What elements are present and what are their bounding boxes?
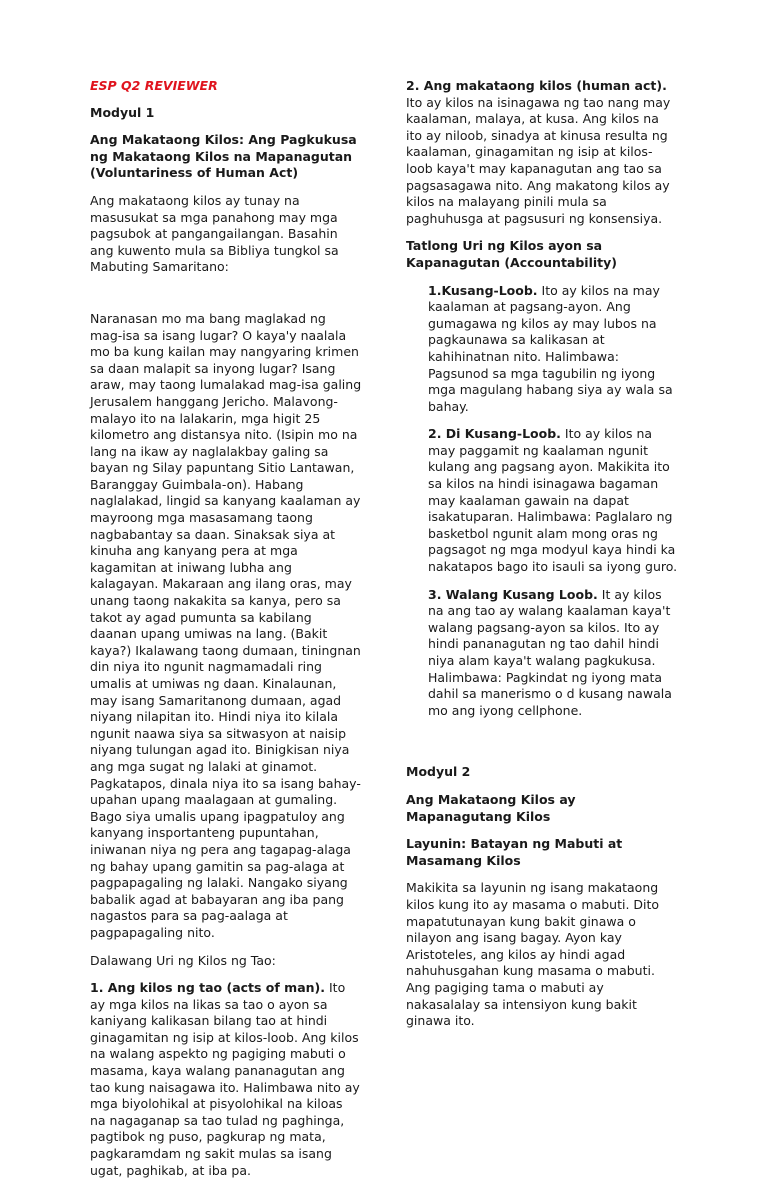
modyul1-heading: Modyul 1 <box>90 104 155 120</box>
type2-label: 2. Ang makataong kilos (human act). <box>406 78 667 93</box>
modyul2-title: Ang Makataong Kilos ay Mapanagutang Kilos <box>406 791 576 824</box>
samaritan-story: Naranasan mo ma bang maglakad ng mag-isa sa isang lugar? O kaya'y naalala mo ba kung kailan may nangyaring krimen sa daan malapit sa inyong lugar? Isang araw, may taong lumalakad mag-isa galing Jerusalem hanggang Jericho. Malavong-malayo ito na lalakarin, mga higit 25 kilometro ang distansya nito. (Isipin mo na lang na ikaw ay naglalakbay galing sa bayan ng Silay papuntang Sitio Lantawan, Baranggay Guimbala-on). Habang naglalakad, lingid sa kanyang kaalaman ay mayroong mga masasamang taong nagbabantay sa daan. Sinaksak siya at kinuha ang kanyang pera at mga kagamitan at iniwang lubha ang kalagayan. Makaraan ang ilang oras, may unang taong nakakita sa kanya, pero sa takot ay agad pumunta sa kabilang daanan upang umiwas na lang. (Bakit kaya?) Ikalawang taong dumaan, tiningnan din niya ito ngunit nagmamadali ring umalis at umiwas ng daan. Kinalaunan, may isang Samaritanong dumaan, agad niyang nilapitan ito. Hindi niya ito kilala ngunit naawa siya sa sitwasyon at naisip niyang tulungan agad ito. Binigkisan niya ang mga sugat ng lalaki at ginamot. Pagkatapos, dinala niya ito sa isang bahay-upahan upang maalagaan at gumaling. Bago siya umalis upang ipagpatuloy ang kanyang insportanteng pupuntahan, iniwanan niya ng pera ang tagapag-alaga ng bahay upang gamitin sa pag-alaga at pagpapagaling ng lalaki. Nangako siyang babalik agad at babayaran ang iba pang nagastos para sa pag-aalaga at pagpapagaling nito. <box>90 310 362 940</box>
type1-label: 1. Ang kilos ng tao (acts of man). <box>90 980 326 996</box>
reviewer-title: ESP Q2 REVIEWER <box>90 78 218 93</box>
type2-paragraph <box>406 78 678 227</box>
walang-kusang-loob-paragraph <box>406 587 678 720</box>
modyul1-title: Ang Makataong Kilos: Ang Pagkukusa ng Makataong Kilos na Mapanagutan (Voluntariness of Human Act) <box>90 132 357 181</box>
modyul2-layunin-heading: Layunin: Batayan ng Mabuti at Masamang Kilos <box>406 836 623 868</box>
kusang-loob-text: Ito ay kilos na may kaalaman at pagsang-ayon. Ang gumagawa ng kilos ay may lubos na pagkaunawa sa kalikasan at kahihinatnan nito. Halimbawa: Pagsunod sa mga tagubilin ng iyong mga magulang habang siya ay wala sa bahay. <box>428 282 673 414</box>
walang-kusang-loob-text: It ay kilos na ang tao ay walang kaalaman kaya't walang pagsang-ayon sa kilos. Ito ay hindi pananagutan ng tao dahil hindi niya alam kaya't walang pagkukusa. Halimbawa: Pagkindat ng iyong mata dahil sa manerismo o d kusang nawala mo ang iyong cellphone. <box>428 586 672 718</box>
di-kusang-loob-paragraph <box>406 426 678 575</box>
right-column <box>406 78 678 1041</box>
type2-text: Ito ay kilos na isinagawa ng tao nang may kaalaman, malaya, at kusa. Ang kilos na ito ay niloob, sinadya at kinusa resulta ng kaalaman, ginagamitan ng isip at kilos-loob kaya't may kapanagutan ang tao sa pagsasagawa nito. Ang makatong kilos ay kilos na malayang pinili mula sa paghuhusga at pagsusuri ng konsensiya. <box>406 94 671 226</box>
spacer <box>90 287 362 311</box>
kusang-loob-paragraph <box>406 283 678 416</box>
modyul1-intro: Ang makataong kilos ay tunay na masusukat sa mga panahong may mga pagsubok at pangangailangan. Basahin ang kuwento mula sa Bibliya tungkol sa Mabuting Samaritano: <box>90 192 339 275</box>
di-kusang-loob-text: Ito ay kilos na may paggamit ng kaalaman ngunit kulang ang pagsang ayon. Makikita ito sa kilos na hindi isinagawa bagaman may kaalaman gawain na dapat isakatuparan. Halimbawa: Paglalaro ng basketbol ngunit alam mong oras ng pagsagot ng mga modyul kaya hindi ka nakatapos bago ito isauli sa iyong guro. <box>428 426 678 575</box>
spacer <box>406 730 678 764</box>
modyul2-heading: Modyul 2 <box>406 764 471 780</box>
walang-kusang-loob-label: 3. Walang Kusang Loob. <box>428 586 598 602</box>
two-types-heading: Dalawang Uri ng Kilos ng Tao: <box>90 952 276 968</box>
type1-paragraph <box>90 980 362 1179</box>
di-kusang-loob-label: 2. Di Kusang-Loob. <box>428 426 561 442</box>
modyul2-body: Makikita sa layunin ng isang makataong kilos kung ito ay masama o mabuti. Dito mapatutunayan kung bakit ginawa o nilayon ang isang bagay. Ayon kay Aristoteles, ang kilos ay hindi agad nahuhusgahan kung masama o mabuti. Ang pagiging tama o mabuti ay nakasalalay sa intensiyon kung bakit ginawa ito. <box>406 880 660 1029</box>
left-column <box>90 78 362 1190</box>
three-types-heading: Tatlong Uri ng Kilos ayon sa Kapanagutan (Accountability) <box>406 238 617 270</box>
kusang-loob-label: 1.Kusang-Loob. <box>428 282 538 298</box>
type1-text: Ito ay mga kilos na likas sa tao o ayon sa kaniyang kalikasan bilang tao at hindi ginagamitan ng isip at kilos-loob. Ang kilos na walang aspekto ng pagiging mabuti o masama, kaya walang pananagutan ang tao kung naisagawa ito. Halimbawa nito ay mga biyolohikal at pisyolohikal na kiloas na nagaganap sa tao tulad ng paghinga, pagtibok ng puso, pagkurap ng mata, pagkaramdam ng sakit mulas sa isang ugat, paghikab, at iba pa. <box>90 980 360 1178</box>
